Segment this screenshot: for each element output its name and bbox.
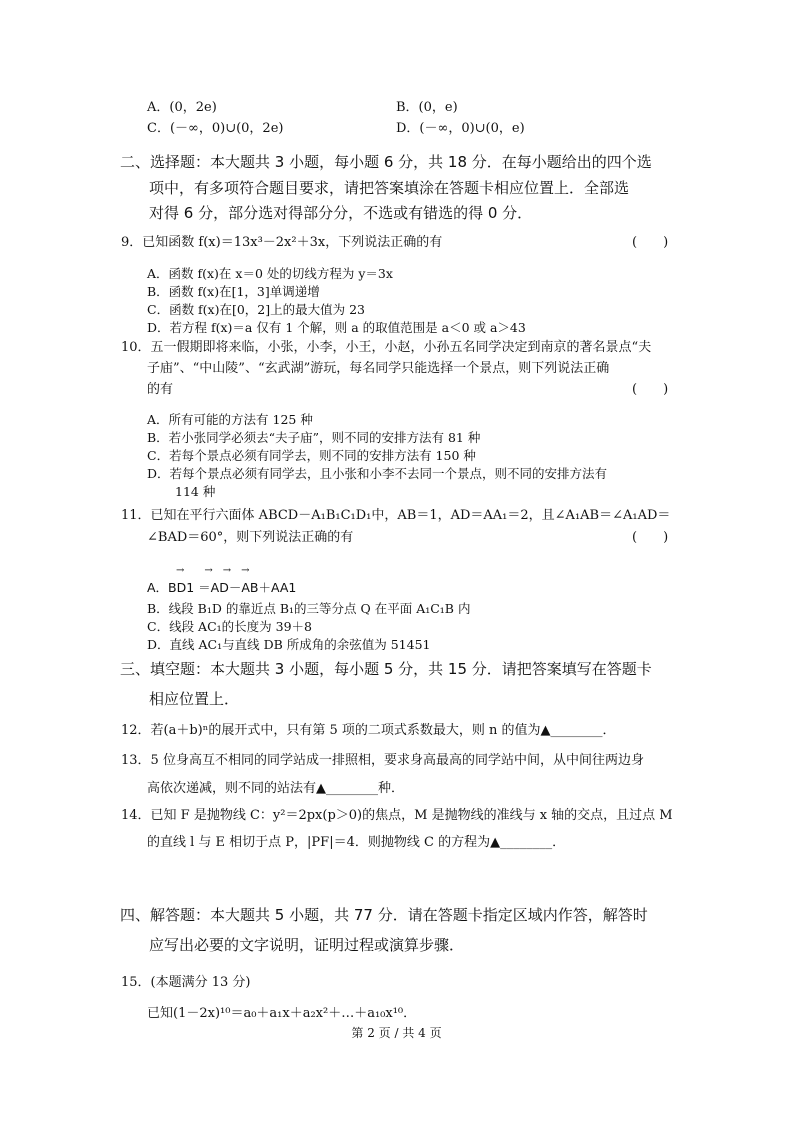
section-2-line2: 项中，有多项符合题目要求，请把答案填涂在答题卡相应位置上．全部选 — [149, 179, 630, 197]
question-10-option-c: C．若每个景点必须有同学去，则不同的安排方法有 150 种 — [147, 448, 476, 463]
page-footer: 第 2 页 / 共 4 页 — [351, 1026, 442, 1040]
question-10-option-b: B．若小张同学必须去“夫子庙”，则不同的安排方法有 81 种 — [147, 430, 481, 445]
question-9-answer-paren: ( ) — [632, 235, 669, 250]
question-11-option-b: B．线段 B₁D 的靠近点 B₁的三等分点 Q 在平面 A₁C₁B 内 — [147, 601, 471, 616]
question-10-answer-paren: ( ) — [632, 382, 669, 397]
question-11-option-d: D．直线 AC₁与直线 DB 所成角的余弦值为 51451 — [147, 637, 431, 652]
question-9-option-c: C．函数 f(x)在[0，2]上的最大值为 23 — [147, 302, 366, 317]
section-2-heading: 二、选择题：本大题共 3 小题，每小题 6 分，共 18 分．在每小题给出的四个选 — [120, 153, 652, 171]
question-9-stem: 9．已知函数 f(x)＝13x³－2x²＋3x，下列说法正确的有 — [121, 235, 443, 250]
question-10-line2: 子庙”、“中山陵”、“玄武湖”游玩，每名同学只能选择一个景点，则下列说法正确 — [147, 361, 610, 376]
prev-option-c: C．(－∞，0)∪(0，2e) — [147, 121, 284, 136]
section-2-line3: 对得 6 分，部分选对得部分分，不选或有错选的得 0 分． — [149, 204, 533, 222]
question-10-option-d: D．若每个景点必须有同学去，且小张和小李不去同一个景点，则不同的安排方法有 — [147, 466, 608, 481]
question-12: 12．若(a＋b)ⁿ的展开式中，只有第 5 项的二项式系数最大，则 n 的值为▲________． — [121, 723, 616, 738]
prev-option-a: A．(0，2e) — [147, 100, 217, 115]
question-9-option-b: B．函数 f(x)在[1，3]单调递增 — [147, 284, 320, 299]
question-11-line1: 11．已知在平行六面体 ABCD－A₁B₁C₁D₁中，AB＝1，AD＝AA₁＝2，且∠A₁AB＝∠A₁AD＝ — [121, 508, 671, 523]
question-14-line2: 的直线 l 与 E 相切于点 P，|PF|＝4．则抛物线 C 的方程为▲________． — [147, 835, 566, 850]
question-11-option-a: A．BD1 ＝AD－AB＋AA1 — [147, 580, 297, 595]
question-10-line1: 10．五一假期即将来临，小张，小李，小王，小赵，小孙五名同学决定到南京的著名景点“夫 — [121, 340, 652, 355]
question-10-line3: 的有 — [147, 382, 174, 397]
question-9-option-d: D．若方程 f(x)＝a 仅有 1 个解，则 a 的取值范围是 a＜0 或 a＞43 — [147, 320, 526, 335]
vector-arrows: → → → → — [176, 565, 250, 576]
prev-option-d: D．(－∞，0)∪(0，e) — [396, 121, 525, 136]
section-4-line2: 应写出必要的文字说明，证明过程或演算步骤． — [149, 936, 465, 954]
section-3-heading: 三、填空题：本大题共 3 小题，每小题 5 分，共 15 分．请把答案填写在答题卡 — [120, 660, 652, 678]
question-9-option-a: A．函数 f(x)在 x＝0 处的切线方程为 y＝3x — [147, 266, 393, 281]
question-10-option-a: A．所有可能的方法有 125 种 — [147, 412, 313, 427]
question-15-body: 已知(1－2x)¹⁰＝a₀＋a₁x＋a₂x²＋…＋a₁₀x¹⁰． — [147, 1006, 417, 1021]
prev-option-b: B．(0，e) — [396, 100, 458, 115]
question-13-line1: 13．5 位身高互不相同的同学站成一排照相，要求身高最高的同学站中间，从中间往两边身 — [121, 753, 644, 768]
question-11-line2: ∠BAD＝60°，则下列说法正确的有 — [147, 530, 354, 545]
question-15-title: 15．(本题满分 13 分) — [121, 975, 251, 990]
question-11-answer-paren: ( ) — [632, 530, 669, 545]
question-13-line2: 高依次递减，则不同的站法有▲________种． — [147, 781, 404, 796]
section-4-heading: 四、解答题：本大题共 5 小题，共 77 分．请在答题卡指定区域内作答，解答时 — [120, 906, 648, 924]
section-3-line2: 相应位置上． — [149, 690, 240, 708]
question-14-line1: 14．已知 F 是抛物线 C：y²＝2px(p＞0)的焦点，M 是抛物线的准线与 x 轴的交点，且过点 M — [121, 808, 673, 823]
question-10-option-d-cont: 114 种 — [175, 484, 216, 499]
question-11-option-c: C．线段 AC₁的长度为 39＋8 — [147, 619, 312, 634]
